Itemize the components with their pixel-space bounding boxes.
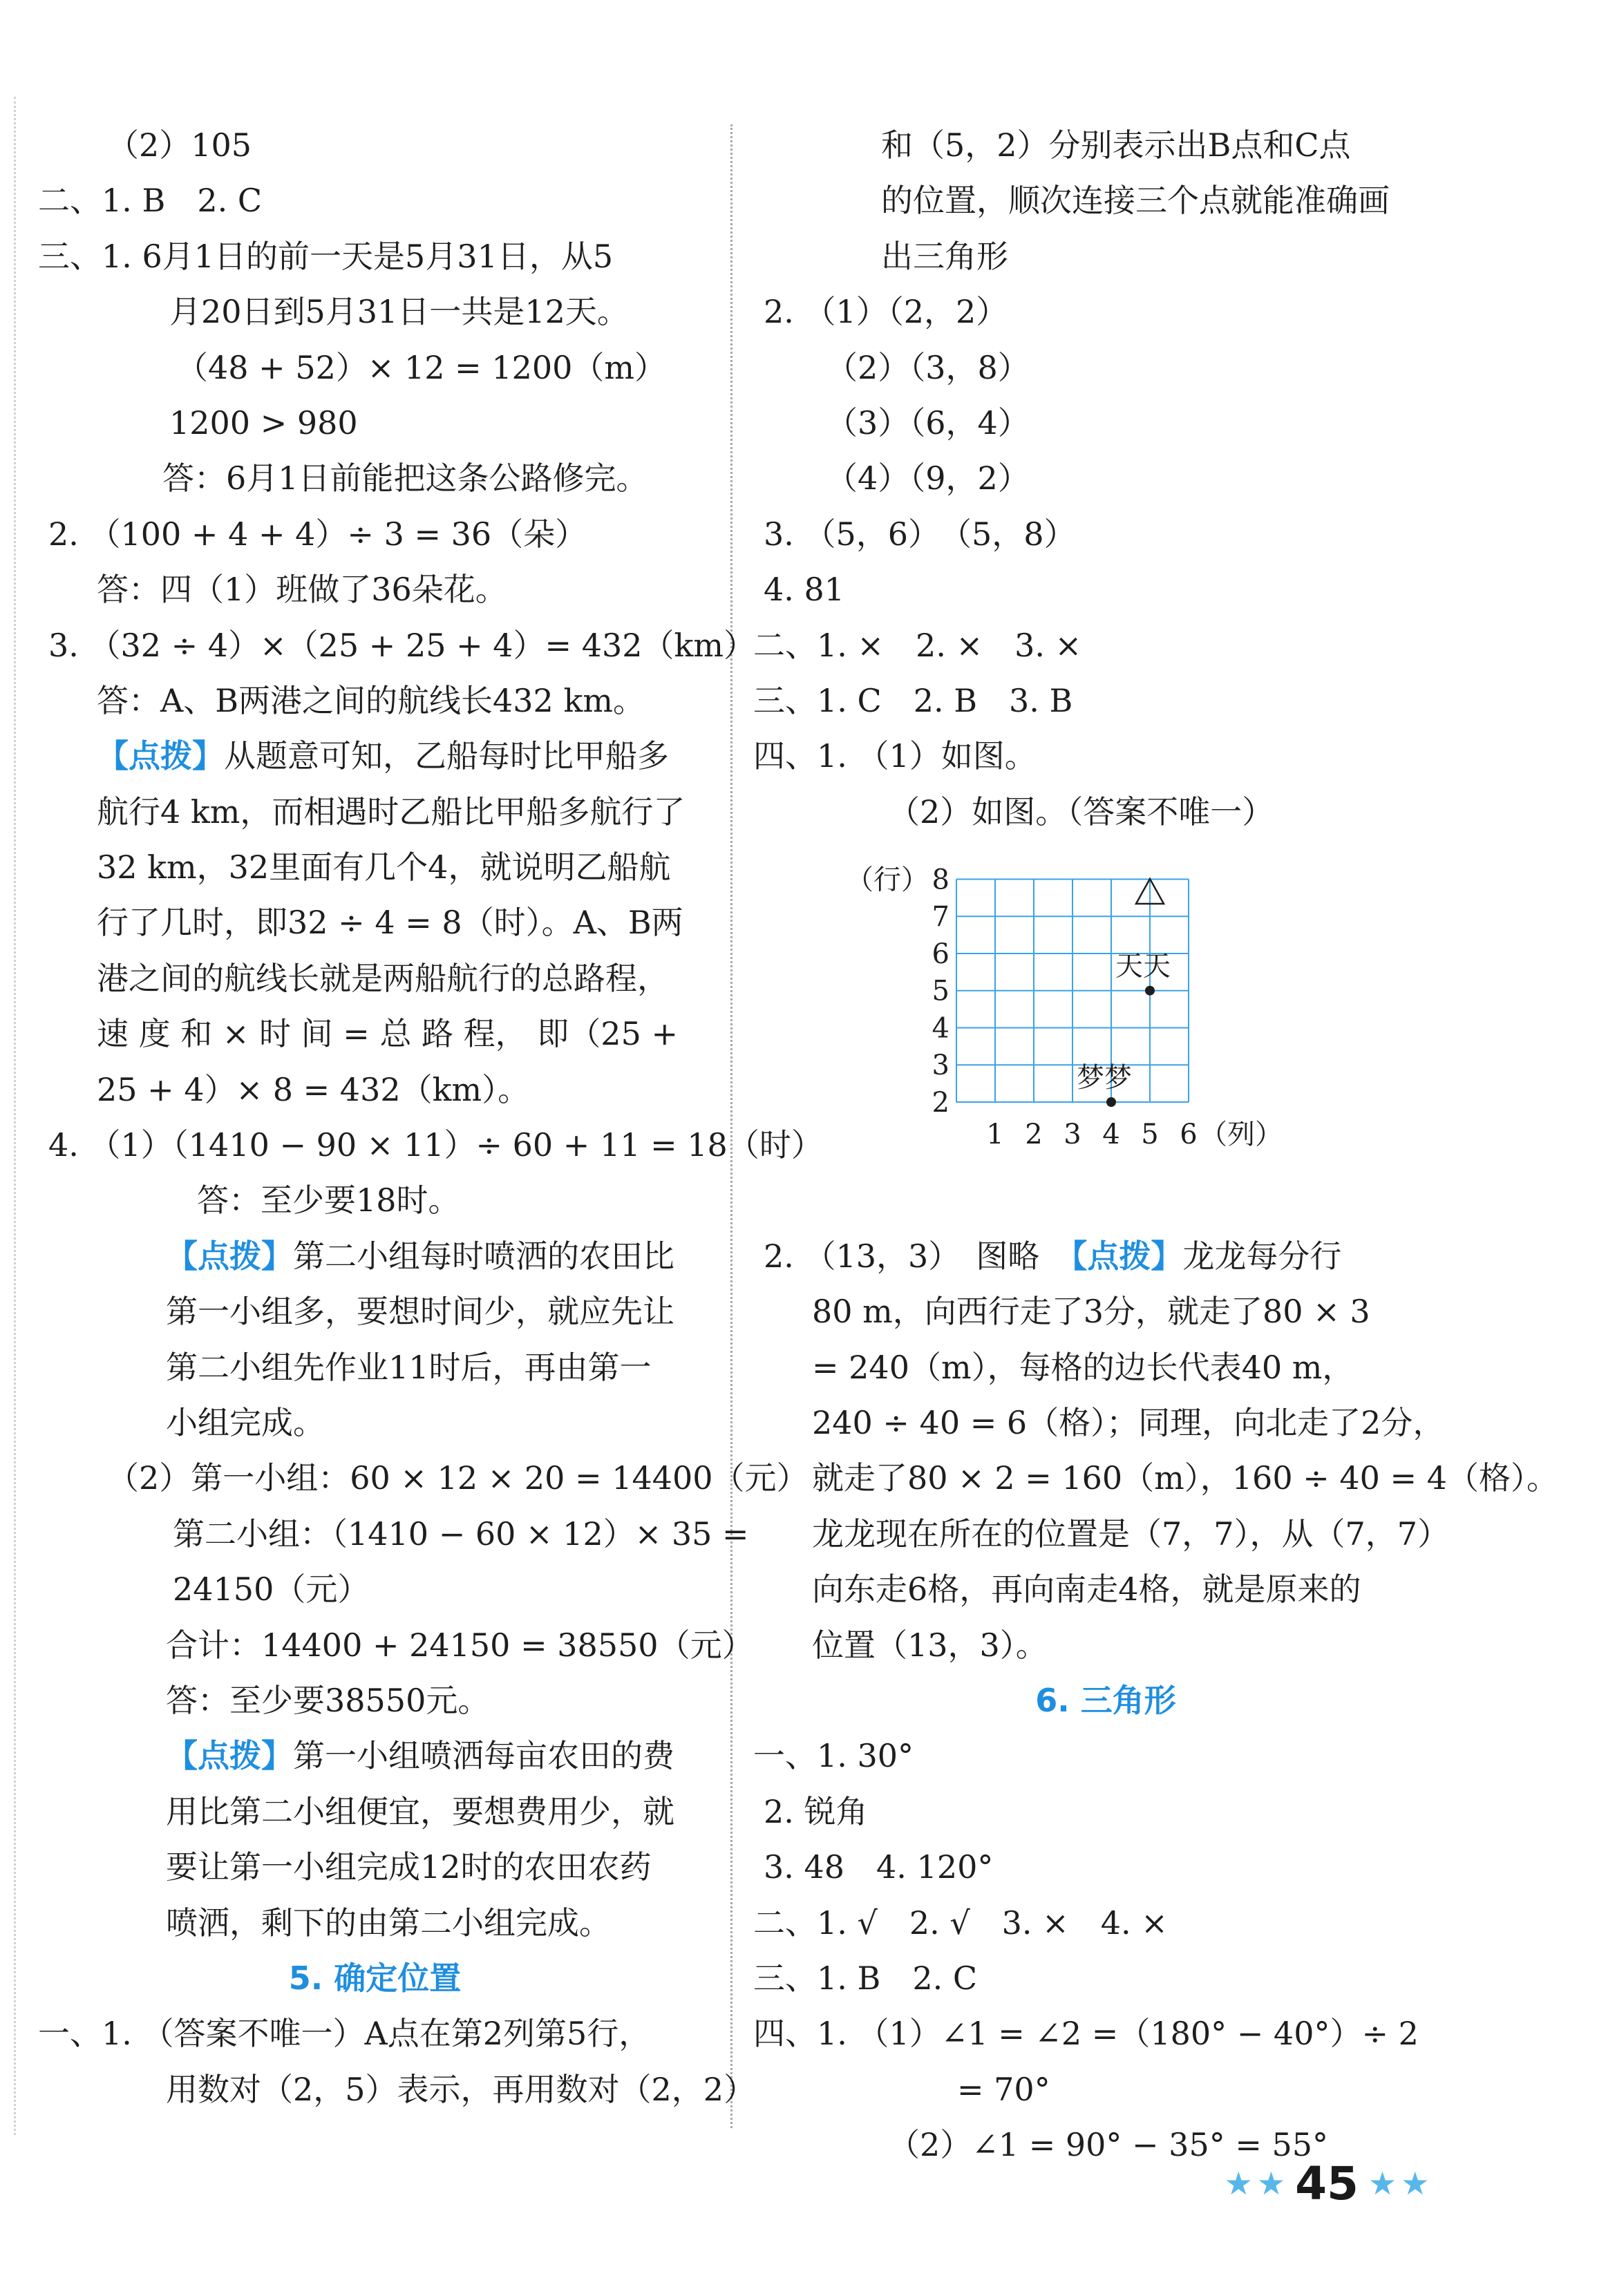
answer-line: 航行4 km，而相遇时乙船比甲船多航行了 [97, 793, 686, 831]
page-number: 45 [1295, 2156, 1359, 2210]
answer-line: 24150（元） [173, 1571, 370, 1609]
answer-line: 答：6月1日前能把这条公路修完。 [162, 459, 648, 497]
tip-label: 【点拨】 [1071, 1237, 1183, 1275]
answer-line: 32 km，32里面有几个4，就说明乙船航 [97, 848, 671, 886]
answer-line: 月20日到5月31日一共是12天。 [169, 293, 629, 331]
answer-line: （3）（6，4） [826, 404, 1030, 442]
answer-line: 和（5，2）分别表示出B点和C点 [881, 126, 1351, 164]
answer-line: 2. （1）（2，2） [764, 293, 1008, 331]
y-tick-label: 2 [932, 1087, 949, 1119]
y-tick-label: 4 [932, 1012, 949, 1045]
answer-line: 三、1. B 2. C [753, 1959, 978, 1997]
y-axis-label: （行） [846, 864, 929, 896]
answer-line: 港之间的航线长就是两船航行的总路程， [97, 959, 669, 997]
coordinate-grid-figure [846, 860, 1283, 1181]
x-tick-label: 5 [1141, 1119, 1159, 1150]
answer-line: 小组完成。 [166, 1403, 325, 1441]
tip-label: 【点拨】 [97, 737, 224, 775]
coordinate-grid-svg [846, 860, 1283, 1178]
answer-line: 一、1. （答案不唯一）A点在第2列第5行， [38, 2015, 651, 2053]
answer-line: （2）∠1 = 90° − 35° = 55° [888, 2126, 1329, 2164]
answer-line: = 240（m），每格的边长代表40 m， [812, 1348, 1354, 1386]
answer-line: 第二小组：（1410 − 60 × 12）× 35 = [173, 1515, 749, 1553]
answer-line: 2. 锐角 [764, 1792, 868, 1830]
answer-line: 行了几时，即32 ÷ 4 = 8（时）。A、B两 [97, 904, 683, 942]
answer-line: 二、1. √ 2. √ 3. × 4. × [753, 1904, 1168, 1942]
answer-line: 龙龙现在所在的位置是（7，7），从（7，7） [812, 1515, 1450, 1553]
answer-line: （48 + 52）× 12 = 1200（m） [176, 348, 667, 386]
y-tick-label: 5 [932, 975, 949, 1007]
answer-line: （2）（3，8） [826, 348, 1030, 386]
answer-line: 三、1. 6月1日的前一天是5月31日，从5 [38, 237, 614, 275]
answer-line: 用比第二小组便宜，要想费用少，就 [166, 1792, 674, 1830]
binding-edge-dots [14, 97, 16, 2135]
y-tick-label: 3 [932, 1050, 949, 1082]
answer-line: 出三角形 [881, 237, 1008, 275]
figure-spacer [753, 1173, 1458, 1228]
answer-text: 第一小组喷洒每亩农田的费 [293, 1737, 674, 1775]
answer-text: 第二小组每时喷洒的农田比 [293, 1237, 674, 1275]
answer-line: 答：A、B两港之间的航线长432 km。 [97, 681, 645, 719]
answer-text: 龙龙每分行 [1182, 1237, 1342, 1275]
answer-line: （2）105 [107, 126, 252, 164]
answer-line: 用数对（2，5）表示，再用数对（2，2） [166, 2070, 756, 2108]
answer-line: 4. 81 [764, 571, 845, 609]
y-tick-label: 7 [932, 901, 949, 933]
y-tick-label: 6 [932, 938, 949, 970]
x-axis-label: （列） [1200, 1119, 1283, 1150]
section-title: 5. 确定位置 [288, 1959, 462, 1997]
answer-line: （4）（9，2） [826, 459, 1030, 497]
answer-line: 答：四（1）班做了36朵花。 [97, 571, 507, 609]
answer-line [38, 1728, 712, 1783]
answer-line: = 70° [957, 2070, 1050, 2108]
answer-line: 4. （1）（1410 − 90 × 11）÷ 60 + 11 = 18（时） [48, 1126, 823, 1164]
answer-text: 从题意可知，乙船每时比甲船多 [224, 737, 669, 775]
answer-line: 答：至少要38550元。 [166, 1681, 490, 1719]
answer-line: 二、1. × 2. × 3. × [753, 626, 1082, 664]
star-icon: ★ [1256, 2165, 1286, 2202]
x-tick-label: 6 [1180, 1119, 1198, 1150]
answer-line: 喷洒，剩下的由第二小组完成。 [166, 1904, 611, 1942]
answer-line: 3. 48 4. 120° [764, 1848, 994, 1886]
answer-line: 25 + 4）× 8 = 432（km）。 [97, 1070, 530, 1108]
tip-label: 【点拨】 [166, 1737, 293, 1775]
answer-line: 要让第一小组完成12时的农田农药 [166, 1848, 652, 1886]
star-icon: ★ [1368, 2165, 1397, 2202]
answer-line: 三、1. C 2. B 3. B [753, 681, 1073, 719]
section-title: 6. 三角形 [1035, 1681, 1176, 1719]
answer-line: 240 ÷ 40 = 6（格）；同理，向北走了2分， [812, 1403, 1445, 1441]
answer-line: 第一小组多，要想时间少，就应先让 [166, 1293, 674, 1331]
answer-line: 3. （5，6） （5，8） [764, 515, 1076, 553]
page-number-badge [1223, 2152, 1430, 2214]
answer-line: （2）如图。（答案不唯一） [888, 793, 1274, 831]
y-tick-label: 8 [932, 864, 949, 896]
answer-line: 的位置，顺次连接三个点就能准确画 [881, 182, 1390, 220]
position-point [1106, 1097, 1116, 1107]
answer-line: 3. （32 ÷ 4）×（25 + 25 + 4）= 432（km） [48, 626, 756, 664]
answer-line: 2. （100 + 4 + 4）÷ 3 = 36（朵） [48, 515, 587, 553]
page-top-band [0, 0, 1597, 21]
star-icon: ★ [1401, 2165, 1430, 2202]
answer-line: （2）第一小组：60 × 12 × 20 = 14400（元） [107, 1459, 809, 1497]
point-label: 天天 [1115, 950, 1171, 983]
answer-line: 第二小组先作业11时后，再由第一 [166, 1348, 652, 1386]
answer-line: 一、1. 30° [753, 1737, 914, 1775]
answer-line: 向东走6格，再向南走4格，就是原来的 [812, 1571, 1361, 1609]
answer-line: 速 度 和 × 时 间 = 总 路 程， 即（25 + [97, 1015, 679, 1053]
answer-line: 1200 > 980 [169, 404, 358, 442]
answer-line: 合计：14400 + 24150 = 38550（元） [166, 1626, 754, 1664]
position-point [1145, 986, 1155, 996]
answer-line: 二、1. B 2. C [38, 182, 263, 220]
answer-line: 四、1. （1）如图。 [753, 737, 1037, 775]
answer-line [753, 1228, 1458, 1284]
answer-line [38, 728, 712, 784]
answer-line: 就走了80 × 2 = 160（m），160 ÷ 40 = 4（格）。 [812, 1459, 1558, 1497]
answer-line: 位置（13，3）。 [812, 1626, 1048, 1664]
answer-text: 2. （13，3） 图略 [764, 1237, 1072, 1275]
star-icon: ★ [1224, 2165, 1253, 2202]
answer-line: 四、1. （1）∠1 = ∠2 =（180° − 40°）÷ 2 [753, 2015, 1419, 2053]
answer-line: 80 m，向西行走了3分，就走了80 × 3 [812, 1293, 1370, 1331]
x-tick-label: 3 [1064, 1119, 1081, 1150]
x-tick-label: 4 [1102, 1119, 1120, 1150]
answer-line [38, 1228, 712, 1284]
tip-label: 【点拨】 [166, 1237, 293, 1275]
x-tick-label: 2 [1025, 1119, 1043, 1150]
point-label: 梦梦 [1077, 1062, 1132, 1094]
answer-line: 答：至少要18时。 [197, 1182, 460, 1220]
x-tick-label: 1 [986, 1119, 1004, 1150]
